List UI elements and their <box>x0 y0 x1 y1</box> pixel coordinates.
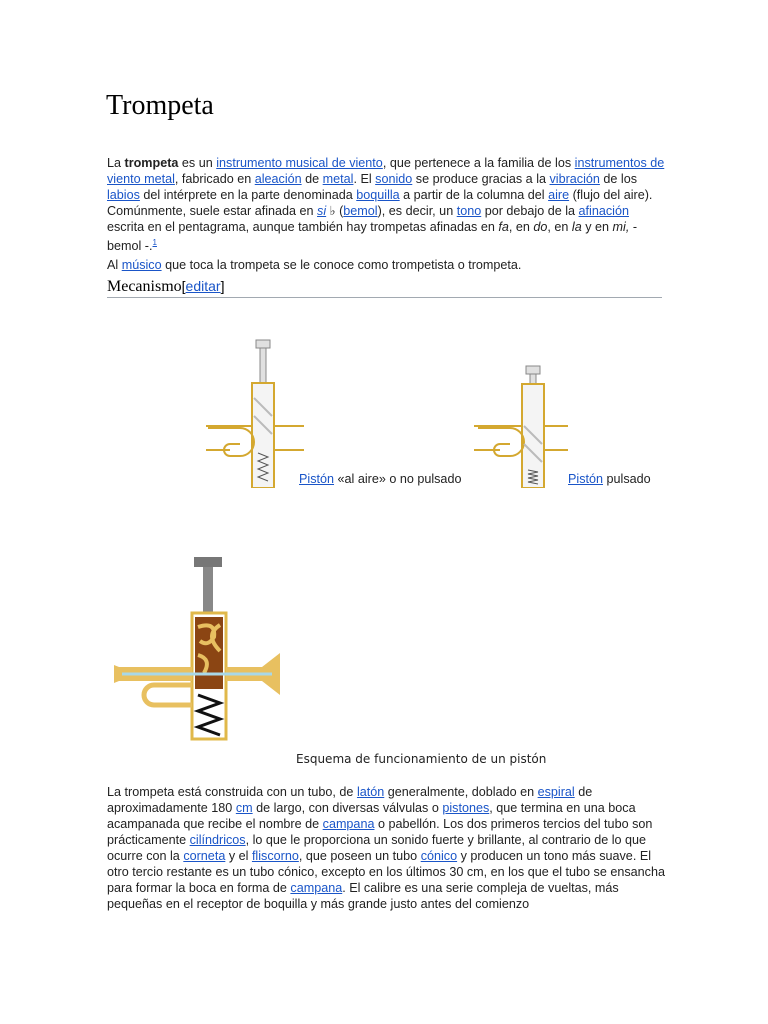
text: la <box>571 220 582 234</box>
link-laton[interactable]: latón <box>356 785 385 799</box>
text: por debajo de la <box>481 204 579 218</box>
text: escrita en el pentagrama, aunque también hay trompetas afinadas en <box>107 220 499 234</box>
piston-cap <box>526 366 540 374</box>
text: , en <box>508 220 534 234</box>
link-pistones[interactable]: pistones <box>442 801 490 815</box>
text: de los <box>599 172 638 186</box>
text: y en <box>581 220 613 234</box>
text: de <box>301 172 323 186</box>
link-piston[interactable]: Pistón <box>568 472 604 486</box>
link-conico[interactable]: cónico <box>420 849 458 863</box>
link-labios[interactable]: labios <box>107 188 140 202</box>
text: , en <box>547 220 572 234</box>
text: ), es decir, un <box>377 204 457 218</box>
link-instrumento-musical[interactable]: instrumento musical de viento <box>216 156 383 170</box>
link-musico[interactable]: músico <box>121 258 162 272</box>
text: se produce gracias a la <box>412 172 550 186</box>
text: generalmente, doblado en <box>384 785 538 799</box>
text: , que poseen un tubo <box>298 849 421 863</box>
text: del intérprete en la parte denominada <box>139 188 357 202</box>
text: de largo, con diversas válvulas o <box>252 801 443 815</box>
link-campana-2[interactable]: campana <box>290 881 343 895</box>
bracket: [ <box>181 278 186 294</box>
text: . El <box>353 172 376 186</box>
figure-1-caption <box>299 472 461 486</box>
link-campana[interactable]: campana <box>322 817 375 831</box>
text: de aproximadamente 180 <box>107 785 593 815</box>
edit-link[interactable]: editar <box>185 278 221 294</box>
link-espiral[interactable]: espiral <box>537 785 575 799</box>
body-paragraph <box>107 784 667 912</box>
link-bemol[interactable]: bemol <box>343 204 378 218</box>
link-cm[interactable]: cm <box>235 801 253 815</box>
link-boquilla[interactable]: boquilla <box>356 188 400 202</box>
intro-paragraph-2 <box>107 257 667 273</box>
piston-cap <box>194 557 222 567</box>
text: ♭ ( <box>326 204 344 218</box>
valve-loop <box>478 428 524 456</box>
text: , fabricado en <box>174 172 255 186</box>
link-tono[interactable]: tono <box>456 204 482 218</box>
piston-rod <box>260 348 266 383</box>
text: . El calibre es una serie compleja de vueltas, más pequeñas en el receptor de boquilla y más grande justo antes del comienzo <box>107 881 619 911</box>
link-sonido[interactable]: sonido <box>375 172 413 186</box>
valve-schematic <box>112 555 284 745</box>
text: mi, <box>612 220 630 234</box>
caption-text: pulsado <box>603 472 651 486</box>
text: a partir de la columna del <box>399 188 549 202</box>
text: y el <box>225 849 252 863</box>
link-corneta[interactable]: corneta <box>183 849 226 863</box>
piston-rod <box>203 567 213 615</box>
text: que toca la trompeta se le conoce como trompetista o trompeta. <box>161 258 522 272</box>
piston-cap <box>256 340 270 348</box>
text: , lo que le proporciona un sonido fuerte y brillante, al contrario de lo que ocurre con la <box>107 833 647 863</box>
piston-diagram-unpressed <box>200 338 310 488</box>
figure-2-caption <box>568 472 651 486</box>
link-vibracion[interactable]: vibración <box>549 172 600 186</box>
link-afinacion[interactable]: afinación <box>578 204 629 218</box>
link-piston[interactable]: Pistón <box>299 472 335 486</box>
caption-text: «al aire» o no pulsado <box>334 472 462 486</box>
text: es un <box>178 156 217 170</box>
section-heading <box>107 278 662 298</box>
text: La trompeta está construida con un tubo, de <box>107 785 357 799</box>
text: La <box>107 156 125 170</box>
page-title: Trompeta <box>106 90 214 121</box>
reference-link[interactable]: 1 <box>152 238 157 247</box>
piston-rod <box>530 374 536 384</box>
text: , que termina en una boca acampanada que recibe el nombre de <box>107 801 636 831</box>
intro-paragraph <box>107 155 667 254</box>
text: y producen un tono más suave. El otro tercio restante es un tubo cónico, excepto en los últimos 30 cm, en los que el tubo se ensancha para formar la boca en forma de <box>107 849 665 895</box>
text: , que pertenece a la familia de los <box>382 156 575 170</box>
valve-loop <box>208 428 254 456</box>
figure-3-caption: Esquema de funcionamiento de un pistón <box>296 752 547 766</box>
text: (flujo del aire). Comúnmente, suele estar afinada en <box>107 188 653 218</box>
link-cilindricos[interactable]: cilíndricos <box>189 833 246 847</box>
text: o pabellón. Los dos primeros tercios del tubo son prácticamente <box>107 817 653 847</box>
valve-loop <box>144 685 192 705</box>
link-aire[interactable]: aire <box>548 188 570 202</box>
bracket: ] <box>220 278 225 294</box>
text: do <box>533 220 548 234</box>
link-si[interactable]: si <box>317 204 327 218</box>
link-aleacion[interactable]: aleación <box>254 172 302 186</box>
piston-diagram-pressed <box>470 362 570 488</box>
link-fliscorno[interactable]: fliscorno <box>251 849 299 863</box>
link-metal[interactable]: metal <box>322 172 354 186</box>
text: - bemol -. <box>107 220 638 254</box>
section-title: Mecanismo <box>107 278 182 295</box>
bold-term: trompeta <box>124 156 179 170</box>
text: Al <box>107 258 122 272</box>
link-viento-metal[interactable]: instrumentos de viento metal <box>107 156 665 186</box>
text: fa <box>498 220 509 234</box>
